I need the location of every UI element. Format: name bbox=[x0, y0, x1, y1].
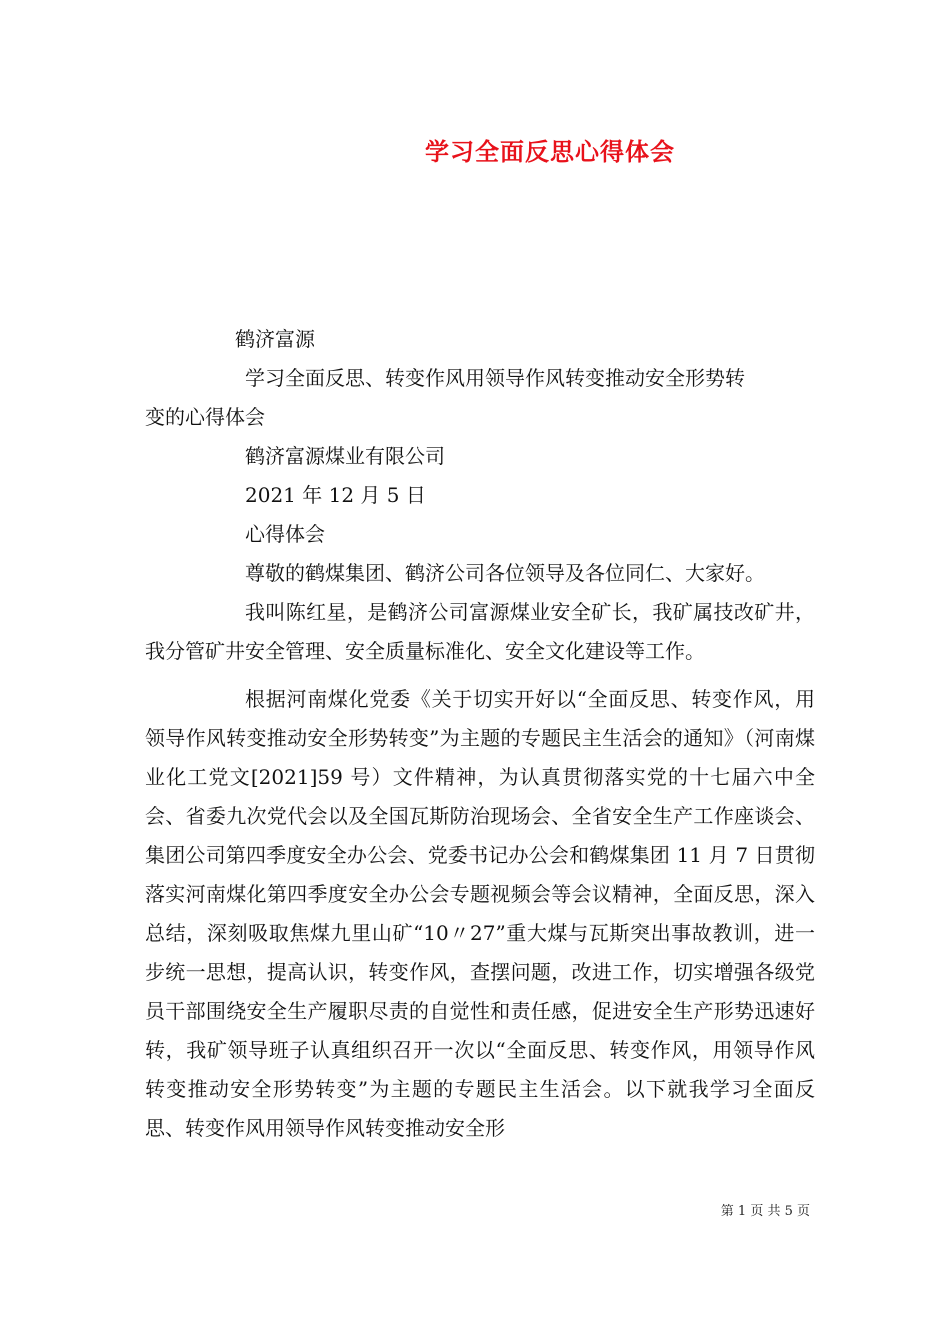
company-name: 鹤济富源煤业有限公司 bbox=[245, 444, 445, 468]
document-body bbox=[145, 320, 815, 1148]
author-line: 鹤济富源 bbox=[235, 327, 315, 351]
section-heading: 心得体会 bbox=[245, 522, 325, 546]
page-footer: 第 1 页 共 5 页 bbox=[720, 1204, 810, 1219]
subtitle-line-1: 学习全面反思、转变作风用领导作风转变推动安全形势转 bbox=[245, 366, 745, 390]
greeting-paragraph: 尊敬的鹤煤集团、鹤济公司各位领导及各位同仁、大家好。 bbox=[245, 561, 765, 585]
document-date: 2021 年 12 月 5 日 bbox=[245, 483, 426, 507]
intro-paragraph: 我叫陈红星，是鹤济公司富源煤业安全矿长，我矿属技改矿井，我分管矿井安全管理、安全质量标准化、安全文化建设等工作。 bbox=[145, 600, 815, 663]
main-paragraph: 根据河南煤化党委《关于切实开好以“全面反思、转变作风，用领导作风转变推动安全形势转变”为主题的专题民主生活会的通知》（河南煤业化工党文[2021]59 号）文件精神，为认真贯彻落实党的十七届六中全会、省委九次党代会以及全国瓦斯防治现场会、全省安全生产工作座谈会、集团公司第四季度安全办公会、党委书记办公会和鹤煤集团 11 月 7 日贯彻落实河南煤化第四季度安全办公会专题视频会等会议精神，全面反思，深入总结，深刻吸取焦煤九里山矿“10〃27”重大煤与瓦斯突出事故教训，进一步统一思想，提高认识，转变作风，查摆问题，改进工作，切实增强各级党员干部围绕安全生产履职尽责的自觉性和责任感，促进安全生产形势迅速好转，我矿领导班子认真组织召开一次以“全面反思、转变作风，用领导作风转变推动安全形势转变”为主题的专题民主生活会。以下就我学习全面反思、转变作风用领导作风转变推动安全形 bbox=[145, 687, 815, 1140]
document-title: 学习全面反思心得体会 bbox=[425, 138, 675, 166]
subtitle-line-2: 变的心得体会 bbox=[145, 405, 265, 429]
